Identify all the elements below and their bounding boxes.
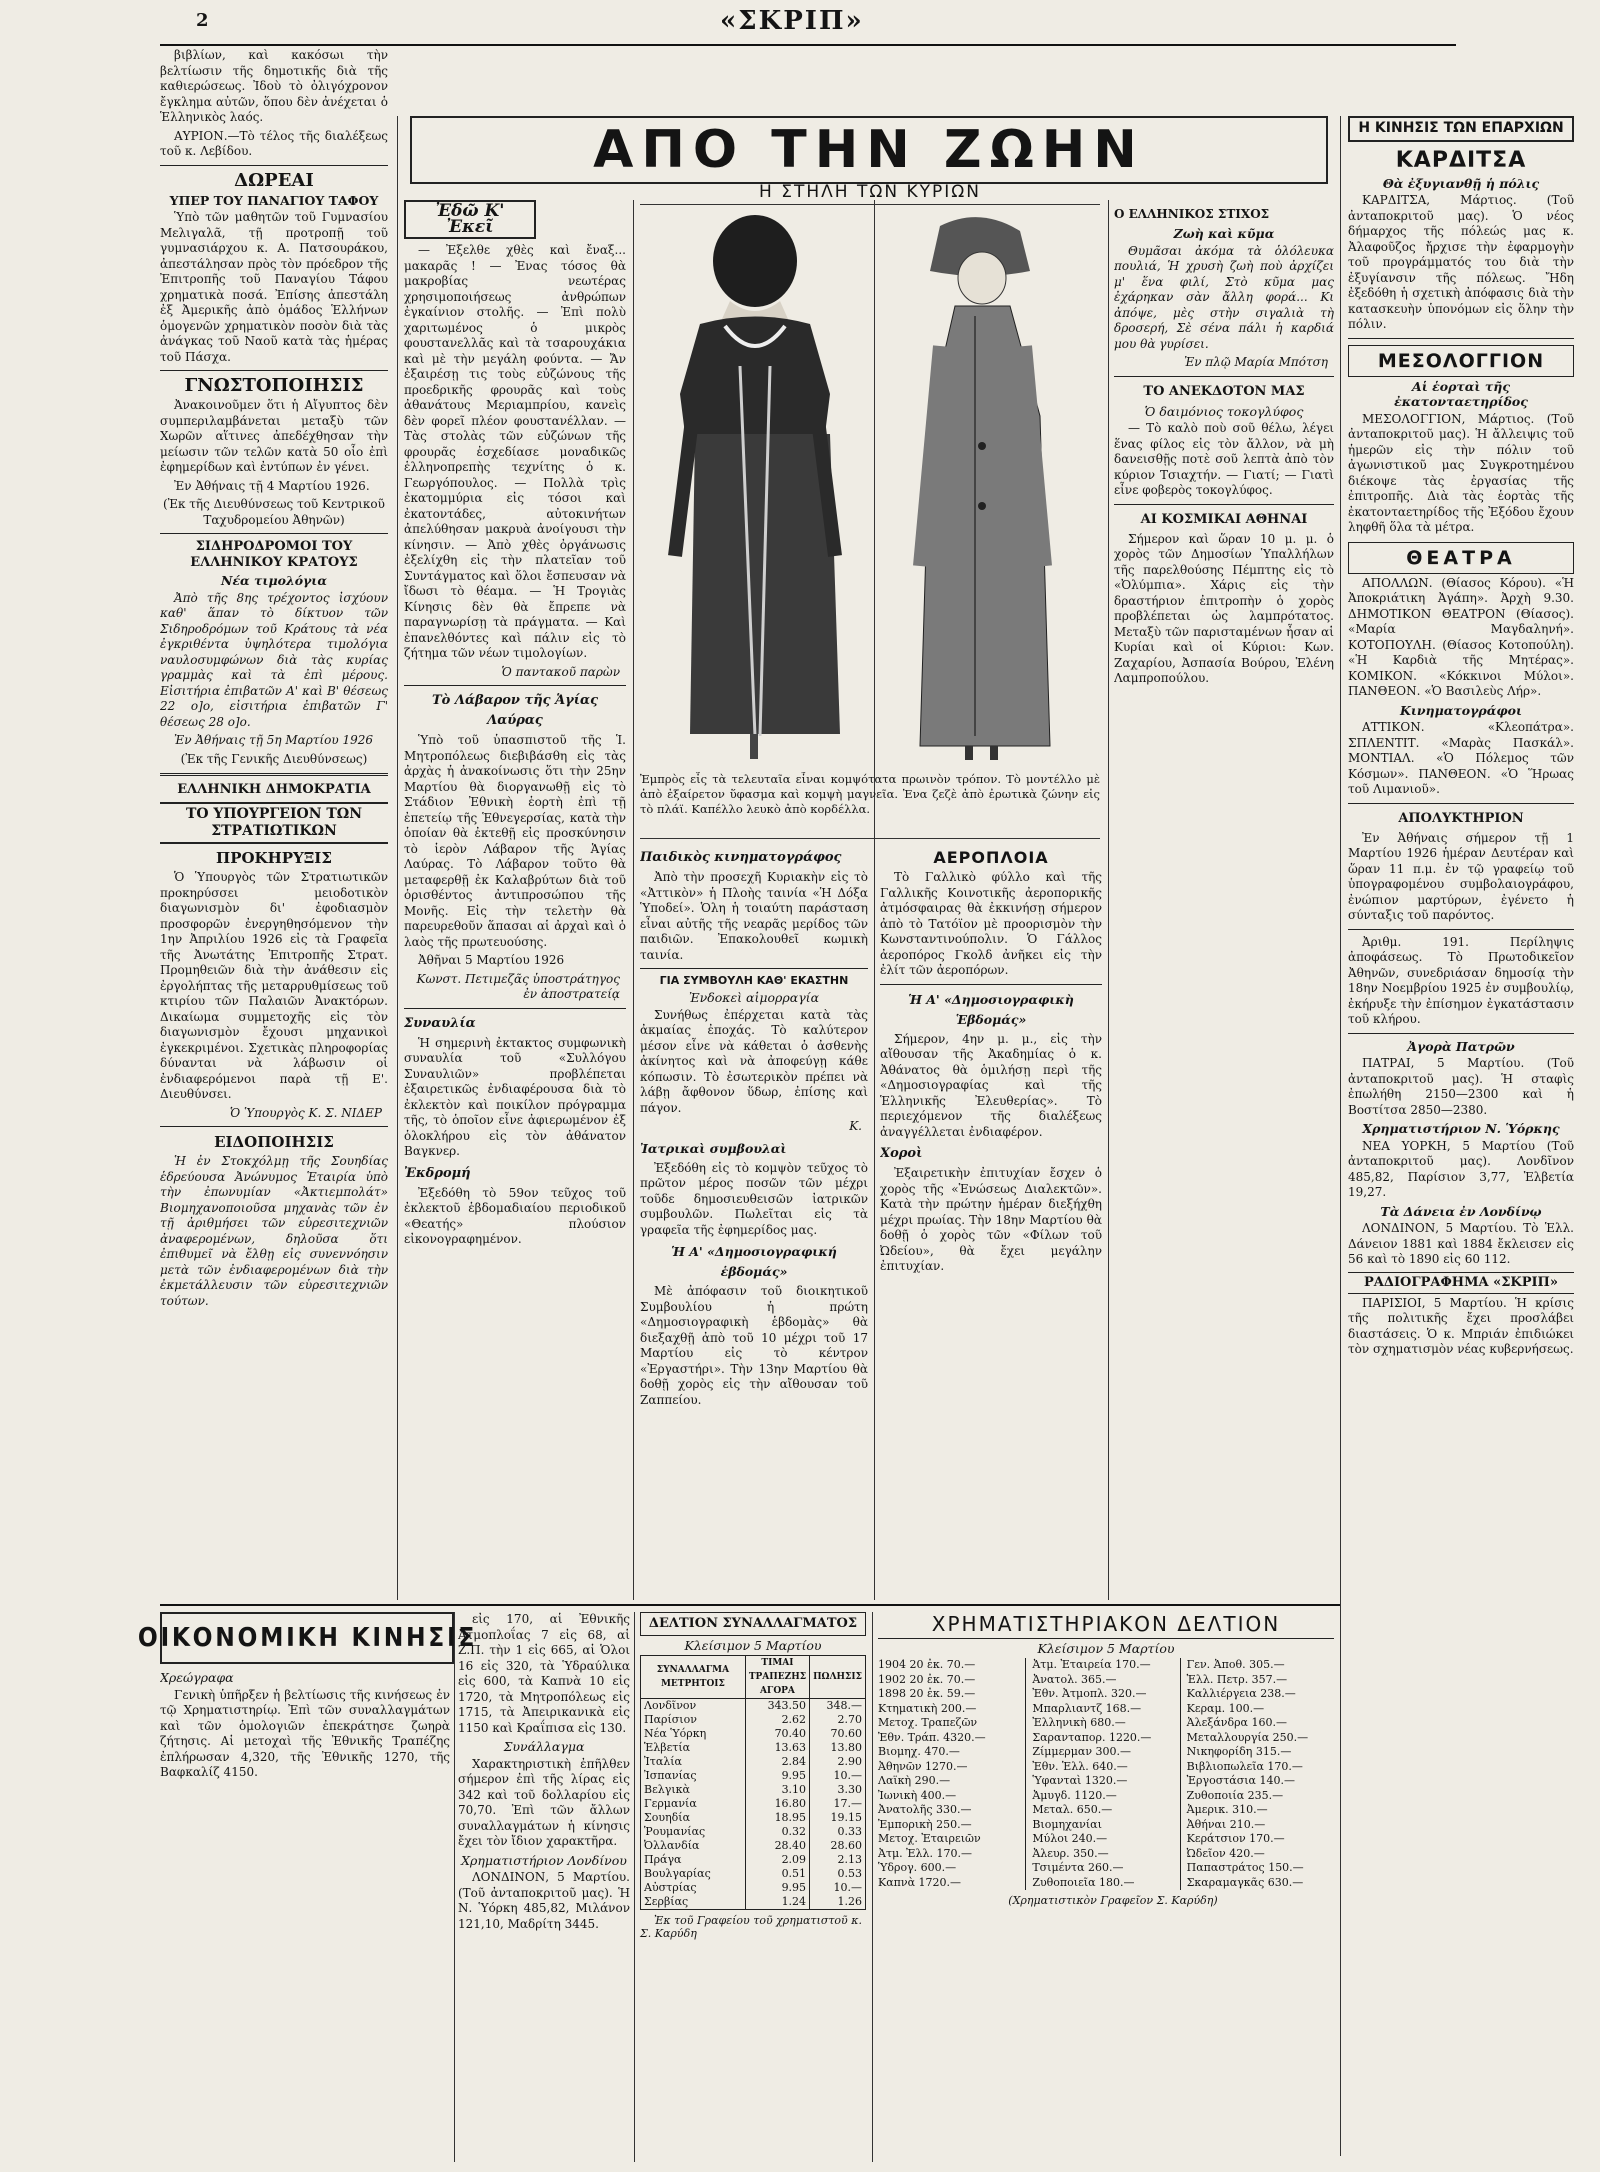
divider [1348,803,1574,804]
stock-line: Κεραμ. 100.— [1186,1701,1265,1715]
anek-title: ΤΟ ΑΝΕΚΔΟΤΟΝ ΜΑΣ [1143,383,1305,399]
stock-line: Βιομηχανίαι [1032,1817,1102,1831]
stock-line: Ἀλευρ. 350.— [1032,1846,1109,1860]
ede-keki-title: Ἐδῶ Κ' Ἐκεῖ [435,201,505,237]
doreai-title: ΔΩΡΕΑΙ [234,169,314,191]
stock-line: Ἐθν. Ἑλλ. 640.— [1032,1759,1128,1773]
fx-cell: Σερβίας [641,1895,746,1910]
lavra-title: Τὸ Λάβαρον τῆς Ἁγίας Λαύρας [432,693,598,728]
karditsa-text: ΚΑΡΔΙΤΣΑ, Μάρτιος. (Τοῦ ἀνταποκριτοῦ μας). Ὁ νέος δήμαρχος τῆς πόλεώς μας κ. Ἀλαφοῦζος ἤρχισε τὴν ἐφαρμογὴν τοῦ προγράμματός του διὰ τὴν ἐξυγίανσιν τῆς πόλεως. Ἤδη ἐξεδόθη ἡ σχετικὴ ἀπόφασις διὰ τὴν κατασκευὴν ὑπονόμων εἰς ὅλην τὴν πόλιν. [1348,193,1574,331]
iatr-text: Ἐξεδόθη εἰς τὸ κομψὸν τεῦχος τὸ πρῶτον μέρος ποσῶν τῶν μέχρι τοῦδε δημοσιευθεισῶν ἰατρικῶν συμβουλῶν. Πωλεῖται εἰς τὰ γραφεῖα τῆς ἐφημερίδος μας. [640,1160,868,1237]
stock-line: 1904 20 ἐκ. 70.— [878,1658,976,1671]
stock-line: Ὑδρογ. 600.— [878,1861,957,1874]
xoroi-title: Χοροὶ [880,1146,923,1161]
divider [404,1008,626,1009]
divider [160,1126,388,1127]
fx-section [640,1612,866,2164]
stock-line: Νικηφορίδη 315.— [1186,1745,1292,1758]
stock-line: Κεράτσιον 170.— [1186,1832,1285,1845]
divider [160,773,388,776]
ministry-title: ΤΟ ΥΠΟΥΡΓΕΙΟΝ ΤΩΝ ΣΤΡΑΤΙΩΤΙΚΩΝ [160,802,388,844]
divider [160,165,388,166]
cine-text: Ἀπὸ τὴν προσεχῆ Κυριακὴν εἰς τὸ «Ἀττικὸν» ἡ Πλοὴς ταινία «Ἡ Δόξα Ὑποδεί». Ὁλη ἡ τοιαύτη παράσταση εἶναι αὐτῆς τῆς νεαρᾶς μερίδος τῶν παιδιῶν. Ἐπακολουθεῖ κωμικὴ ταινία. [640,870,868,962]
divider [1348,929,1574,930]
fx-cell: Λονδῖνον [641,1699,746,1714]
demo3-text: Μὲ ἀπόφασιν τοῦ διοικητικοῦ Συμβουλίου ἡ πρώτη «Δημοσιογραφικὴ ἑβδομὰς» θὰ διεξαχθῇ ἀπὸ τοῦ 10 μέχρι τοῦ 17 Μαρτίου εἰς τὸ κέντρον «Ἐργαστήρι». Τὴν 13ην Μαρτίου θὰ δοθῇ χορὸς εἰς τὴν αἴθουσαν τοῦ Ζαππείου. [640,1284,868,1407]
theatra-text: ΑΠΟΛΛΩΝ. (Θίασος Κόρου). «Ἡ Ἀποκριάτικη Ἀγάπη». Ἀρχὴ 9.30. ΔΗΜΟΤΙΚΟΝ ΘΕΑΤΡΟΝ (Θίασος). «Μαρία Μαγδαληνή». ΚΟΤΟΠΟΥΛΗ. (Θίασος Κοτοπούλη). «Ἡ Καρδιὰ τῆς Μητέρας». ΚΟΜΙΚΟΝ. «Κόκκινοι Μύλοι». ΠΑΝΘΕΟΝ. «Ὁ Βασιλεὺς Λήρ». [1348,575,1574,698]
fx-cell: 1.24 [745,1895,809,1910]
fx-cell: 2.90 [810,1755,866,1769]
stock-line: Ἑλλ. Πετρ. 357.— [1186,1672,1288,1686]
economy-title: ΟΙΚΟΝΟΜΙΚΗ ΚΙΝΗΣΙΣ [137,1623,477,1653]
karditsa-title: ΚΑΡΔΙΤΣΑ [1395,147,1527,173]
stock-line: Ἐλληνικὴ 680.— [1032,1716,1126,1729]
page-number: 2 [196,10,209,31]
market-title-3: Τὰ Δάνεια ἐν Λονδίνῳ [1380,1203,1542,1219]
fx-cell: 0.53 [810,1867,866,1881]
stock-subtitle: Κλείσιμον 5 Μαρτίου [1037,1641,1175,1656]
ministry-text: Ὁ Ὑπουργὸς τῶν Στρατιωτικῶν προκηρύσσει μειοδοτικὸν διαγωνισμὸν δι' ἐφοδιασμὸν προσφορῶν ἐνεργηθησόμενον τὴν 1ην Ἀπριλίου 1926 εἰς τὰ Γραφεῖα τῆς Ἀνωτάτης Ἐπιτροπῆς Στρατ. Προμηθειῶν διὰ τὴν ἀνάθεσιν εἰς ἐργολήπτας τῆς μεταρρυθμίσεως τοῦ κτιρίου τῶν Παλαιῶν Ἀνακτόρων. Δικαίωμα συμμετοχῆς εἰς τὸν διαγωνισμὸν ἔχουσι μηχανικοὶ ἐγκεκριμένοι. Σχετικὰς πληροφορίας δύνανται νὰ λάβωσιν οἱ ἐνδιαφερόμενοι παρὰ τῇ Ε'. Διευθύνσει. [160,870,388,1101]
economy-col-a [160,1668,450,2164]
fx-row [641,1783,866,1797]
poem-signature: Ἐν πλῷ Μαρία Μπότση [1184,355,1328,369]
fx-header-cell: ΠΩΛΗΣΙΣ [810,1656,866,1699]
fx-cell: Ἰσπανίας [641,1769,746,1783]
stock-line: Ἀνατολ. 365.— [1032,1672,1117,1686]
fx-cell: 28.40 [745,1839,809,1853]
fx-cell: 348.— [810,1699,866,1714]
fx-cell: 17.— [810,1797,866,1811]
fx-cell: 3.30 [810,1783,866,1797]
fx-row [641,1699,866,1714]
provinces-box [1348,116,1574,142]
economy-text-1: Γενικὴ ὑπῆρξεν ἡ βελτίωσις τῆς κινήσεως ἐν τῷ Χρηματιστηρίῳ. Ἐπὶ τῶν συναλλαγμάτων καὶ τῶν ὁμολογιῶν ἐπεκράτησε ζωηρὰ ζήτησις. Αἱ μετοχαὶ τῆς Ἐθνικῆς Τραπέζης ἐπλήρωσαν 4,320, τῆς Ἐθνικῆς 1270, τῆς Βαφκαλίζ 4150. [160,1687,450,1779]
synaulia-title: Συναυλία [404,1015,476,1031]
stock-line: Ζίμμερμαν 300.— [1032,1745,1132,1758]
rail-date: Ἐν Ἀθήναις τῇ 5η Μαρτίου 1926 [174,733,374,747]
fx-cell: 1.26 [810,1895,866,1910]
fx-cell: Σουηδία [641,1811,746,1825]
fashion-title: Η ΣΤΗΛΗ ΤΩΝ ΚΥΡΙΩΝ [640,180,1100,205]
gnosto-source: (Ἐκ τῆς Διευθύνσεως τοῦ Κεντρικοῦ Ταχυδρομείου Ἀθηνῶν) [163,497,385,527]
stock-footnote: (Χρηματιστικὸν Γραφεῖον Σ. Καρύδη) [1008,1894,1218,1907]
ministry-signature: Ὁ Ὑπουργὸς Κ. Σ. ΝΙΔΕΡ [229,1105,382,1120]
stock-line: Ἀθήναι 210.— [1186,1817,1266,1831]
stock-line: Ἀθηνῶν 1270.— [878,1759,968,1773]
stock-col-a [878,1658,1026,1890]
ekdromi-title: Ἐκδρομή [404,1165,471,1181]
fx-cell: 343.50 [745,1699,809,1714]
lavra-text: Ὑπὸ τοῦ ὑπασπιστοῦ τῆς Ἱ. Μητροπόλεως διεβιβάσθη εἰς τὰς ἀρχὰς ἡ ἀνακοίνωσις ὅτι τὴν 25ην Μαρτίου θὰ διοργανωθῇ εἰς τὸ Στάδιον Ἐθνικὴ ἑορτὴ ἐπὶ τῇ ἐπετείῳ τῆς Ἑθνεγερσίας, κατὰ τὴν ὁποίαν θὰ ἐκτεθῇ εἰς προσκύνησιν τὸ ἱερὸν Λάβαρον τῆς Ἁγίας Λαύρας. Τὸ Λάβαρον τοῦτο θὰ μεταφερθῇ ἐκ Καλαβρύτων διὰ τοῦ ὁρισθέντος ἀντιπροσώπου τῆς Μονῆς. Εἰς τὴν τελετὴν θὰ παρευρεθοῦν ἅπασαι αἱ ἀρχαὶ καὶ ὁ λαὸς τῆς πρωτευούσης. [404,733,626,949]
synaulia-text: Ἡ σημερινὴ ἐκτακτος συμφωνικὴ συναυλία τοῦ «Συλλόγου Συναυλιῶν» προβλέπεται ἐξαιρετικῶς ἐνδιαφέρουσα διὰ τὸ ἐκλεκτὸν καὶ ποικίλον πρόγραμμα τῆς, τὸ ὁποῖον εἶνε ἀφιερωμένον ἐξ ὁλοκλήρου εἰς τὸν ἀθάνατον Βαγκνερ. [404,1035,626,1158]
economy-text-2: εἰς 170, αἱ Ἐθνικῆς Ἀτμοπλοΐας 7 εἰς 68, αἱ Ζ.Π. τὴν 1 εἰς 665, αἱ Ὁλοι 16 εἰς 320, τὰ Ὑδραύλικα εἰς 600, τὰ Καπνὰ 10 εἰς 1720, τὰ Μητροπόλεως εἰς 1715, τὰ Ἀπειρικανικὰ εἰς 1150 καὶ Κραΐπισα εἰς 130. [458,1612,630,1735]
intro-text: βιβλίων, καὶ κακόσωι τὴν βελτίωσιν τῆς δημοτικῆς διὰ τῆς καθιερώσεως. Ἰδοὺ τὸ ὀλιγόχρονον ἔγκλημα αὐτῶν, ὅπου δὲν ἀνέχεται ὁ Ἑλληνικὸς λαός. [160,48,388,124]
fx-cell: 10.— [810,1769,866,1783]
stock-col-b [1032,1658,1180,1890]
divider [1114,504,1334,505]
column-1 [160,48,388,1598]
fx-cell: 13.63 [745,1741,809,1755]
fx-cell: Παρίσιον [641,1713,746,1727]
divider [1348,1033,1574,1034]
stock-section [878,1612,1334,2164]
stock-line: Μπαρλιαντζ 168.— [1032,1701,1142,1715]
fx-row [641,1867,866,1881]
aero-section [880,844,1102,1598]
fx-header-row [641,1656,866,1699]
fx-cell: 16.80 [745,1797,809,1811]
market-title-1: Ἀγορὰ Πατρῶν [1407,1038,1515,1054]
stock-line: Ἀλεξάνδρα 160.— [1186,1716,1287,1729]
fx-cell: 70.60 [810,1727,866,1741]
doreai-subtitle: ΥΠΕΡ ΤΟΥ ΠΑΝΑΓΙΟΥ ΤΑΦΟΥ [169,192,379,208]
fashion-caption: Ἐμπρὸς εἶς τὰ τελευταῖα εἶναι κομψότατα πρωινὸν τρόπον. Τὸ μοντέλλο μὲ ἀπὸ ἐξαίρετον ὕφασμα καὶ κομψὴ μαγνεῖα. Ἐνα ζεζὲ ἀπὸ ἐρωτικὰ ζώνην εἰς τὸ πλάϊ. Καπέλλο λευκὸ ἀπὸ κορδέλλα. [640,772,1100,839]
fx-cell: 2.62 [745,1713,809,1727]
stock-line: Μεταλ. 650.— [1032,1803,1113,1816]
fx-cell: 9.95 [745,1769,809,1783]
rail-title: ΣΙΔΗΡΟΔΡΟΜΟΙ ΤΟΥ ΕΛΛΗΝΙΚΟΥ ΚΡΑΤΟΥΣ [190,539,358,570]
poem-title: Ο ΕΛΛΗΝΙΚΟΣ ΣΤΙΧΟΣ [1114,207,1270,221]
stock-line: Τσιμέντα 260.— [1032,1861,1124,1874]
stock-line: Βιβλιοπωλεῖα 170.— [1186,1759,1303,1773]
market-title-4: ΡΑΔΙΟΓΡΑΦΗΜΑ «ΣΚΡΙΠ» [1348,1272,1574,1294]
stock-line: Μύλοι 240.— [1032,1832,1108,1845]
fx-row [641,1769,866,1783]
fx-row [641,1797,866,1811]
stock-line: 1898 20 ἐκ. 59.— [878,1687,976,1700]
fashion-illustration [640,206,1100,766]
karditsa-sub: Θὰ ἐξυγιανθῇ ἡ πόλις [1382,175,1540,191]
stock-line: Ζυθοποιεῖα 180.— [1032,1875,1135,1889]
demo4-title: Ἡ Α' «Δημοσιογραφικὴ Ἑβδομάς» [908,991,1074,1027]
economy-text-4: ΛΟΝΔΙΝΟΝ, 5 Μαρτίου. (Τοῦ ἀνταποκριτοῦ μας). Ἡ Ν. Ὑόρκη 485,82, Μιλάνον 121,10, Μαδρίτη 3445. [458,1870,630,1931]
aero-text: Τὸ Γαλλικὸ φύλλο καὶ τῆς Γαλλικῆς Κοινοτικῆς ἀεροπορικῆς ἀτμόσφαιρας θὰ ἐκκινήσῃ σήμερον ἀπὸ τὸ Τατόϊον μὲ προορισμὸν τὴν Κωνσταντινούπολιν. Ὁ Γάλλος ἀεροπόρος Γκολδ ἀνῆκει εἰς τὴν ἐλίτ τῶν ἀεροπόρων. [880,870,1102,977]
eidop-title: ΕΙΔΟΠΟΙΗΣΙΣ [214,1133,334,1151]
xoroi-text: Ἐξαιρετικὴν ἐπιτυχίαν ἔσχεν ὁ χορὸς τῆς «Ἑνώσεως Διαλεκτῶν». Κατὰ τὴν πρώτην ἡμέραν διεξήχθη μέχρι πρωίας. Τὴν 18ην Μαρτίου θὰ δοθῇ ὁ χορὸς τῶν «Φίλων τοῦ Ὠδείου», θὰ ἔχει μεγάλην ἐπιτυχίαν. [880,1166,1102,1273]
stock-line: Βιομηχ. 470.— [878,1745,960,1758]
cine-title: Παιδικὸς κινηματογράφος [640,850,842,865]
fx-cell: 28.60 [810,1839,866,1853]
fx-cell: 18.95 [745,1811,809,1825]
fx-cell: 0.51 [745,1867,809,1881]
column-5 [1348,116,1574,2156]
column-2 [404,200,626,1598]
provinces-title: Η ΚΙΝΗΣΙΣ ΤΩΝ ΕΠΑΡΧΙΩΝ [1358,120,1564,136]
bottom-col-rule-2 [634,1612,635,2162]
fx-cell: Ἑλβετία [641,1741,746,1755]
column-4 [1114,200,1334,1598]
stock-columns [878,1658,1334,1890]
col-rule-2 [633,200,634,1600]
fx-row [641,1727,866,1741]
stock-line: Γεν. Ἀποθ. 305.— [1186,1658,1285,1671]
stock-line: Ἀτμ. Ἐταιρεία 170.— [1032,1658,1151,1671]
fx-row [641,1881,866,1895]
fx-cell: Ἰταλία [641,1755,746,1769]
economy-banner [137,1612,477,1664]
apol-text: Ἐν Ἀθήναις σήμερον τῇ 1 Μαρτίου 1926 ἡμέραν Δευτέραν καὶ ὥραν 11 π.μ. ἐν τῷ γραφείῳ τοῦ ὑπογραφομένου συμβολαιογράφου, ἐνώπιον μαρτύρων, ἐγένετο ἡ σύνταξις τοῦ παρόντος. [1348,830,1574,922]
aero-title: ΑΕΡΟΠΛΟΙΑ [933,848,1049,867]
fx-row [641,1713,866,1727]
stock-line: Ἐμπορικὴ 250.— [878,1817,972,1831]
fx-cell: 2.09 [745,1853,809,1867]
economy-sub-2: Συνάλλαγμα [503,1739,585,1754]
fx-cell: 13.80 [810,1741,866,1755]
fx-cell: 2.13 [810,1853,866,1867]
fx-cell: 19.15 [810,1811,866,1825]
divider [1114,376,1334,377]
stock-line: Ζυθοποιία 235.— [1186,1788,1284,1802]
stock-line: Ἀμυγδ. 1120.— [1032,1788,1117,1802]
fx-cell: Βελγικὰ [641,1783,746,1797]
header-banner [410,116,1328,184]
stock-line: Μεταλλουργία 250.— [1186,1730,1309,1744]
symv-signature: Κ. [849,1119,862,1133]
demo3-title: Ἡ Α' «Δημοσιογραφική ἑβδομάς» [671,1244,837,1279]
gnosto-title: ΓΝΩΣΤΟΠΟΙΗΣΙΣ [184,375,364,396]
arith-text: Ἀριθμ. 191. Περίληψις ἀποφάσεως. Τὸ Πρωτοδικεῖον Ἀθηνῶν, συνεδριάσαν δημοσίᾳ τὴν 18ην Νοεμβρίου 1925 ἐν συμβουλίῳ, ἐκήρυξε τὴν ἐπίσημον ἐγκατάστασιν τοῦ κλήρου. [1348,934,1574,1026]
divider [404,685,626,686]
fx-cell: 3.10 [745,1783,809,1797]
poem-text: Θυμᾶσαι ἀκόμα τὰ ὁλόλευκα πουλιά, Ἡ χρυσὴ ζωὴ ποὺ ἀρχίζει μ' ἕνα φιλί, Στὸ κῦμα μας ἐχάρηκαν σὰν ἄλλη φορά... Κι ἀπόψε, μὲς στὴν σιγαλιὰ τὴ δροσερή, Σὲ σένα πάλι ἡ καρδιά μου θὰ γυρίσει. [1114,243,1334,351]
stock-line: Ἀνατολῆς 330.— [878,1803,972,1816]
ede-keki-text: — Ἐξελθε χθὲς καὶ ἔναξ... μακαρᾶς ! — Ἐνας τόσος θὰ μακροβίας νεωτέρας χρησιμοποιήσεως ἀνθρώπων ἐγκαίνιον στολῆς. — Ἐπὶ πολὺ χαριτωμένος ὁ μικρὸς φουστανελλᾶς καὶ τὰ τσαρουχάκια καὶ μὲ τὴν μεγάλη φούντα. — Ἄν ἐξαιρέσῃ τις τοὺς εὐζώνους τῆς προεδρικῆς φρουρᾶς καὶ τοὺς ἀθανάτους Μεριαμπρίου, κανεὶς δὲν φορεῖ πλέον φουστανέλλαν. — Τὰς στολὰς τῶν εὐζώνων τῆς φρουρᾶς ἐσχεδίασε μοναδικῶς ἑλληνοπρεπὴς τεχνίτης ὁ κ. Γεωργόπουλος. — Πολλὰ τρὶς ἐκατομμύρια εἰς τόσοι καὶ ἐκατοντάδες, αὐτοκινήτων ἀπελύθησαν μακρυὰ ἀνοίγουσι τὴν κίνησιν. — Ἀπὸ χθὲς ὀργάνωσις ἐξελίχθη εἰς τὴν πλατεῖαν τοῦ Συντάγματος καὶ ὅλοι ἔσπευσαν νὰ ἴδωσι τὸ θέαμα. — Ἡ Τρογιὰς Κίνησις δὲν θὰ ἔπρεπε νὰ παραγνωρίσῃ τὰ πράγματα. — Καὶ ἐπανελθόντες καὶ πάλιν εἰς τὸ ζήτημα τῶν νέων τιμολογίων. [404,243,626,660]
gnosto-text: Ἀνακοινοῦμεν ὅτι ἡ Αἴγυπτος δὲν συμπεριλαμβάνεται μεταξὺ τῶν Χωρῶν αἵτινες ἀπεδέχθησαν τὴν μείωσιν τῶν τελῶν κατὰ 50 οἷο ἐπὶ ἐφημερίδων καὶ ἐντύπων ἐν γένει. [160,398,388,474]
rail-sub: Νέα τιμολόγια [221,573,327,588]
lavra-signature: Κωνστ. Πετιμεζᾶς ὑποστράτηγος ἐν ἀποστρατείᾳ [416,971,620,1001]
kino-title: Κινηματογράφοι [1399,702,1523,718]
economy-sub-3: Χρηματιστήριον Λονδίνου [461,1852,627,1868]
mesol-sub: Αἱ ἑορταὶ τῆς ἐκατονταετηρίδος [1394,378,1528,409]
fx-subtitle: Κλείσιμον 5 Μαρτίου [684,1638,822,1653]
symv-title: ΓΙΑ ΣΥΜΒΟΥΛΗ ΚΑΘ' ΕΚΑΣΤΗΝ [659,974,849,987]
market-text-1: ΠΑΤΡΑΙ, 5 Μαρτίου. (Τοῦ ἀνταποκριτοῦ μας). Ἡ σταφὶς ἐπωλήθη 2150—2300 καὶ ἡ Βοστίτσα 2850—2380. [1348,1056,1574,1117]
fx-cell: 0.32 [745,1825,809,1839]
ministry-sub: ΠΡΟΚΗΡΥΞΙΣ [216,849,332,867]
fx-cell: 10.— [810,1881,866,1895]
fx-table [640,1655,866,1910]
fx-cell: Ὀλλανδία [641,1839,746,1853]
fx-row [641,1811,866,1825]
stock-line: Ἀμερικ. 310.— [1186,1803,1268,1816]
col-rule-1 [397,116,398,1600]
tomorrow-line: ΑΥΡΙΟΝ.—Τὸ τέλος τῆς διαλέξεως τοῦ κ. Λεβίδου. [160,128,388,158]
divider [640,968,868,969]
fx-row [641,1741,866,1755]
fx-row [641,1825,866,1839]
symv-sub: Ἐνδοκεὶ αἱμορραγία [688,990,820,1005]
stock-line: 1902 20 ἐκ. 70.— [878,1672,976,1686]
fx-row [641,1839,866,1853]
market-text-2: ΝΕΑ ΥΟΡΚΗ, 5 Μαρτίου (Τοῦ ἀνταποκριτοῦ μας). Λονδῖνον 485,82, Παρίσιον 3,77, Ἑλβετία 19,27. [1348,1138,1574,1199]
col-rule-4 [1108,200,1109,1600]
fx-row [641,1755,866,1769]
stock-line: Ἐργοστάσια 140.— [1186,1774,1295,1787]
rail-text: Ἀπὸ τῆς 8ης τρέχοντος ἰσχύουν καθ' ἅπαν τὸ δίκτυον τῶν Σιδηροδρόμων τοῦ Κράτους τὰ νέα ἐγκριθέντα ὑψηλότερα τιμολόγια ναυλοσυμφώνων διὰ τὰς κυρίας γραμμὰς καὶ τὰ ἐπὶ μέρους. Εἰσιτήρια ἐπιβατῶν Α' καὶ Β' θέσεως 22 ο]ο, εἰσιτήρια ἐπιβατῶν Γ' θέσεως 28 ο]ο. [160,590,388,729]
stock-line: Μετοχ. Τραπεζῶν [878,1716,978,1729]
fx-footnote: Ἐκ τοῦ Γραφείου τοῦ χρηματιστοῦ κ. Σ. Καρύδη [640,1914,862,1940]
apol-title: ΑΠΟΛΥΚΤΗΡΙΟΝ [1398,810,1524,826]
stock-line: Ἰωνικὴ 400.— [878,1788,957,1802]
fx-row [641,1853,866,1867]
fx-row [641,1895,866,1910]
fx-cell: Νέα Ὑόρκη [641,1727,746,1741]
economy-col-b [458,1612,630,2164]
paper-name: «ΣΚΡΙΠ» [720,6,864,36]
mesol-title: ΜΕΣΟΛΟΓΓΙΟΝ [1348,345,1574,377]
stock-line: Καπνὰ 1720.— [878,1875,961,1889]
anek-sub: Ὁ δαιμόνιος τοκογλύφος [1144,403,1304,419]
market-text-4: ΠΑΡΙΣΙΟΙ, 5 Μαρτίου. Ἡ κρίσις τῆς πολιτικῆς ἔχει προσλάβει διαστάσεις. Ὁ κ. Μπριάν ἐπιδιώκει τὸν σχηματισμὸν νέας κυβερνήσεως. [1348,1295,1574,1356]
stock-line: Ἐθν. Τράπ. 4320.— [878,1730,986,1744]
poem-name: Ζωὴ καὶ κῦμα [1173,226,1275,241]
republic-title: ΕΛΛΗΝΙΚΗ ΔΗΜΟΚΡΑΤΙΑ [177,782,371,797]
ekdromi-text: Ἐξεδόθη τὸ 59ον τεῦχος τοῦ ἐκλεκτοῦ ἑβδομαδιαίου περιοδικοῦ «Θεατής» πλούσιον εἰκονογραφημένον. [404,1185,626,1246]
fx-cell: Πράγα [641,1853,746,1867]
fx-cell: 2.70 [810,1713,866,1727]
stock-line: Μετοχ. Ἐταιρειῶν [878,1832,981,1845]
theatra-title: ΘΕΑΤΡΑ [1348,542,1574,574]
stock-line: Ἐθν. Ἀτμοπλ. 320.— [1032,1687,1147,1700]
stock-col-c [1187,1658,1334,1890]
fx-cell: 0.33 [810,1825,866,1839]
mesol-text: ΜΕΣΟΛΟΓΓΙΟΝ, Μάρτιος. (Τοῦ ἀνταποκριτοῦ μας). Ἡ ἄλλειψις τοῦ ἡμερῶν εἰς τὴν πόλιν τοῦ ἀγωνιστικοῦ μας Συγκροτημένου διέκοψε τὰς ἐργασίας τῆς ἐπιτροπῆς. Διὰ τὰς ἑορτὰς τῆς ἐκατονταετηρίδος τῆς Ἐξόδου ἔχουν ληφθῆ ὅλα τὰ μέτρα. [1348,411,1574,534]
fx-cell: 70.40 [745,1727,809,1741]
stock-title: ΧΡΗΜΑΤΙΣΤΗΡΙΑΚΟΝ ΔΕΛΤΙΟΝ [878,1612,1334,1639]
stock-line: Παπαστράτος 150.— [1186,1861,1304,1874]
fx-header-cell: ΣΥΝΑΛΛΑΓΜΑ ΜΕΤΡΗΤΟΙΣ [641,1656,746,1699]
doreai-text: Ὑπὸ τῶν μαθητῶν τοῦ Γυμνασίου Μελιγαλᾶ, τῇ προτροπῇ τοῦ γυμνασιάρχου κ. Α. Πατσουράκου, ἀπεστάλησαν πρὸς τὸν πρόεδρον τῆς Ἐπιτροπῆς τοῦ Παναγίου Τάφου χρηματικὰ ποσά. Ἐπίσης ἀπεστάλη ἐξ Ἀμερικῆς ἀπὸ ὁμάδος Ἑλλήνων ὁμογενῶν χρηματικὸν ποσὸν διὰ τὰς ἀνάγκας τοῦ Ναοῦ κατὰ τὰς ἡμέρας τοῦ Πάσχα. [160,210,388,364]
fx-header-cell: ΤΙΜΑΙ ΤΡΑΠΕΖΗΣ ΑΓΟΡΑ [745,1656,809,1699]
stock-line: Λαϊκὴ 290.— [878,1774,951,1787]
lavra-date: Ἀθῆναι 5 Μαρτίου 1926 [418,953,565,967]
stock-line: Καλλιέργεια 238.— [1186,1687,1296,1700]
fx-cell: 2.84 [745,1755,809,1769]
iatr-title: Ἰατρικαὶ συμβουλαὶ [640,1140,787,1156]
stock-line: Ὑφανταὶ 1320.— [1032,1774,1128,1787]
ede-keki-box [404,200,536,239]
symv-text: Συνήθως ἐπέρχεται κατὰ τὰς ἀκμαίας ἐποχάς. Τὸ καλύτερον μέσον εἶνε νὰ κάθεται ὁ ἀσθενὴς ἀκίνητος καὶ νὰ ἀποφεύγῃ κάθε κόπωσιν. Τὸ ἐσωτερικὸν πρέπει νὰ λάβῃ ἄφθονον ὕδωρ, ἐπίσης καὶ πάγον. [640,1007,868,1115]
eidop-text: Ἡ ἐν Στοκχόλμῃ τῆς Σουηδίας ἑδρεύουσα Ἀνώνυμος Ἑταιρία ὑπὸ τὴν ἐπωνυμίαν «Ἀκτιεμπολάτ» Βιομηχανοποιοῦσα μηχανὰς τῶν ἐν τῇ ἀριθμήσει τῶν εὑρεσιτεχνιῶν ἀναφερομένων, δηλοῦσα ὅτι ἐπιθυμεῖ νὰ ἔλθῃ εἰς συνεννόησιν μετὰ τῶν ἐνδιαφερομένων διὰ τὴν ἐκμετάλλευσιν τῶν εὑρεσιτεχνιῶν τούτων. [160,1154,388,1308]
stock-line: Ὠδεῖον 420.— [1186,1846,1265,1860]
anek-text: — Τὸ καλὸ ποὺ σοῦ θέλω, λέγει ἕνας φίλος εἰς τὸν ἄλλον, νὰ μὴ δανεισθῇς ποτὲ σοῦ λεπτὰ ἀπὸ τὸν κύριον Τσιαχτήν. — Γιατί; — Γιατὶ εἶνε φοβερὸς τοκογλύφος. [1114,421,1334,497]
bottom-section-rule [160,1604,1340,1606]
fx-cell: Ῥουμανίας [641,1825,746,1839]
col-rule-5 [1340,116,1341,2156]
figure-back-view [675,215,840,759]
column-3 [640,844,868,1598]
stock-line: Ἀτμ. Ἐλλ. 170.— [878,1846,972,1860]
kino-text: ΑΤΤΙΚΟΝ. «Κλεοπάτρα». ΣΠΛΕΝΤΙΤ. «Μαρὰς Πασκάλ». ΜΟΝΤΙΑΛ. «Ὁ Πόλεμος τῶν Κόσμων». ΠΑΝΘΕΟΝ. «Ὁ Ἥρωας τοῦ Λιμανιοῦ». [1348,720,1574,796]
economy-sub-1: Χρεώγραφα [160,1670,234,1685]
fashion-figures-svg [640,206,1100,766]
ede-keki-signature: Ὁ παντακοῦ παρὼν [501,664,620,679]
masthead-rule [160,44,1456,46]
stock-line: Κτηματικὴ 200.— [878,1701,977,1715]
stock-line: Σαρανταπορ. 1220.— [1032,1730,1152,1744]
divider [1348,338,1574,339]
divider [880,984,1102,985]
market-text-3: ΛΟΝΔΙΝΟΝ, 5 Μαρτίου. Τὸ Ἑλλ. Δάνειον 1881 καὶ 1884 ἔκλεισεν εἰς 56 καὶ τὸ 1890 εἰς 60 112. [1348,1221,1574,1266]
header-title: ΑΠΟ ΤΗΝ ΖΩΗΝ [593,120,1145,180]
divider [160,533,388,534]
economy-text-3: Χαρακτηριστικὴ ἐπῆλθεν σήμερον ἐπὶ τῆς λίρας εἰς 342 καὶ τοῦ δολλαρίου εἰς 70,70. Ἐπὶ τῶν ἄλλων συναλλαγμάτων ἡ κίνησις ἔχει τὸν ἴδιον χαρακτῆρα. [458,1756,630,1848]
stock-line: Σκαραμαγκᾶς 630.— [1186,1875,1304,1889]
fx-table-body [641,1699,866,1910]
bottom-col-rule-3 [872,1612,873,2162]
demo4-text: Σήμερον, 4ην μ. μ., εἰς τὴν αἴθουσαν τῆς Ἀκαδημίας ὁ κ. Ἀθάνατος θὰ ὁμιλήσῃ περὶ τῆς «Δημοσιογραφίας καὶ τῆς Ἑλληνικῆς Ἐλευθερίας». Τὸ περιεχόμενον τῆς διαλέξεως ἀναγγέλλεται ἐνδιαφέρον. [880,1031,1102,1139]
fx-cell: Αὐστρίας [641,1881,746,1895]
gnosto-date: Ἐν Ἀθήναις τῇ 4 Μαρτίου 1926. [174,478,370,493]
fx-title: ΔΕΛΤΙΟΝ ΣΥΝΑΛΛΑΓΜΑΤΟΣ [640,1612,866,1636]
fx-cell: Γερμανία [641,1797,746,1811]
kos-text: Σήμερον καὶ ὥραν 10 μ. μ. ὁ χορὸς τῶν Δημοσίων Ὑπαλλήλων τῆς παρελθούσης Πέμπτης εἰς τὸ «Ὀλύμπια». Χάρις εἰς τὴν δραστήριον ἐπιτροπὴν ὁ χορὸς προβλέπεται ὡς λαμπρότατος. Μεταξὺ τῶν παρισταμένων ἦσαν αἱ Κυρίαι καὶ οἱ Κύριοι: Κων. Ζαχαρίου, Ἀσπασία Βούρου, Ἑλένη Λαμπροπούλου. [1114,531,1334,685]
fx-cell: Βουλγαρίας [641,1867,746,1881]
kos-title: ΑΙ ΚΟΣΜΙΚΑΙ ΑΘΗΝΑΙ [1140,511,1308,527]
divider [160,370,388,371]
fx-cell: 9.95 [745,1881,809,1895]
figure-front-view [920,217,1050,760]
market-title-2: Χρηματιστήριον Ν. Ὑόρκης [1362,1121,1560,1136]
bottom-col-rule-1 [454,1612,455,2162]
rail-source: (Ἐκ τῆς Γενικῆς Διευθύνσεως) [180,751,368,766]
